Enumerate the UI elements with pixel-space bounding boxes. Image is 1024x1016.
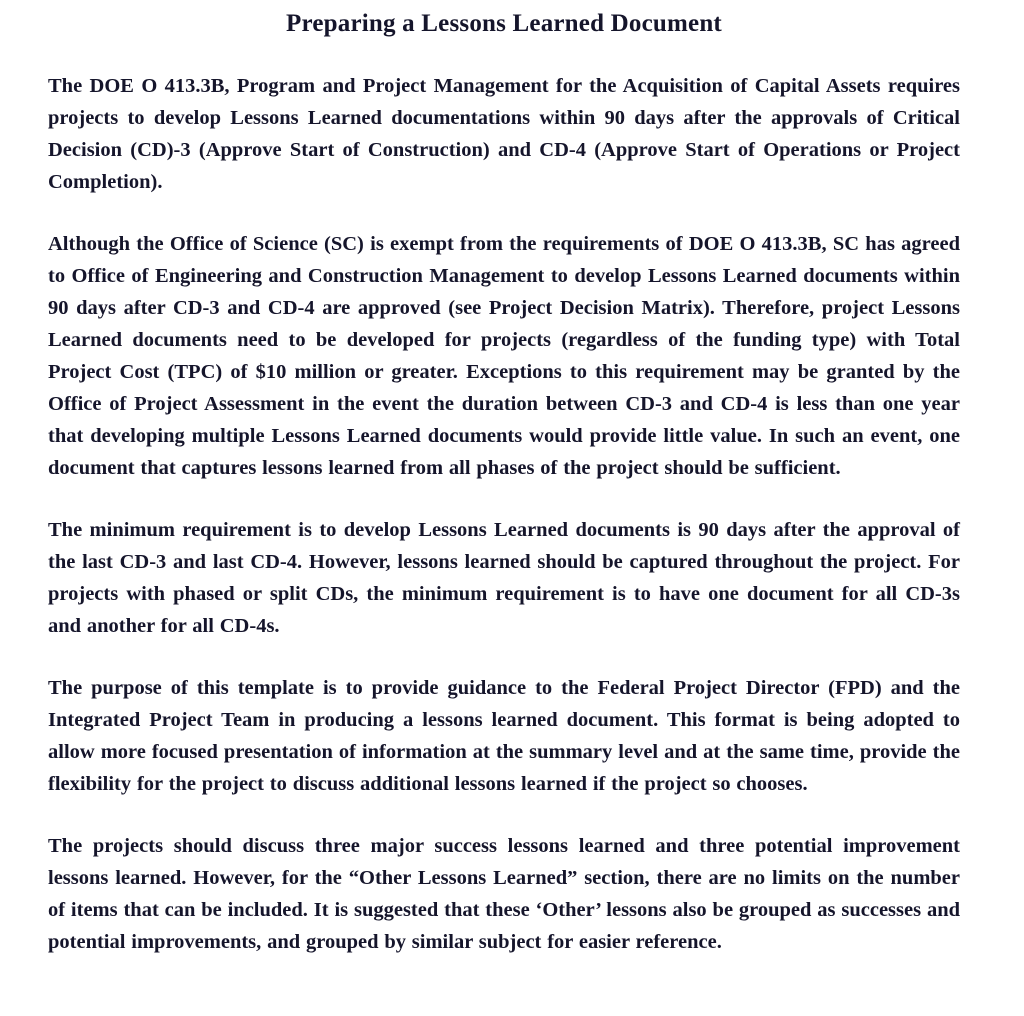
paragraph-5: The projects should discuss three major success lessons learned and three potential improvement lessons learned. However, for the “Other Lessons Learned” section, there are no limits on the number of items that can be included. It is suggested that these ‘Other’ lessons also be grouped as successes and potential improvements, and grouped by similar subject for easier reference. (48, 835, 960, 953)
paragraph-3: The minimum requirement is to develop Lessons Learned documents is 90 days after the approval of the last CD-3 and last CD-4. However, lessons learned should be captured throughout the project. For projects with phased or split CDs, the minimum requirement is to have one document for all CD-3s and another for all CD-4s. (48, 519, 960, 637)
document-body (48, 8, 960, 958)
page-title: Preparing a Lessons Learned Document (286, 10, 722, 37)
paragraph-2: Although the Office of Science (SC) is exempt from the requirements of DOE O 413.3B, SC has agreed to Office of Engineering and Construction Management to develop Lessons Learned documents within 90 days after CD-3 and CD-4 are approved (see Project Decision Matrix). Therefore, project Lessons Learned documents need to be developed for projects (regardless of the funding type) with Total Project Cost (TPC) of $10 million or greater. Exceptions to this requirement may be granted by the Office of Project Assessment in the event the duration between CD-3 and CD-4 is less than one year that developing multiple Lessons Learned documents would provide little value. In such an event, one document that captures lessons learned from all phases of the project should be sufficient. (48, 233, 960, 479)
paragraph-1: The DOE O 413.3B, Program and Project Management for the Acquisition of Capital Assets requires projects to develop Lessons Learned documentations within 90 days after the approvals of Critical Decision (CD)-3 (Approve Start of Construction) and CD-4 (Approve Start of Operations or Project Completion). (48, 75, 960, 193)
paragraph-4: The purpose of this template is to provide guidance to the Federal Project Director (FPD) and the Integrated Project Team in producing a lessons learned document. This format is being adopted to allow more focused presentation of information at the summary level and at the same time, provide the flexibility for the project to discuss additional lessons learned if the project so chooses. (48, 677, 960, 795)
